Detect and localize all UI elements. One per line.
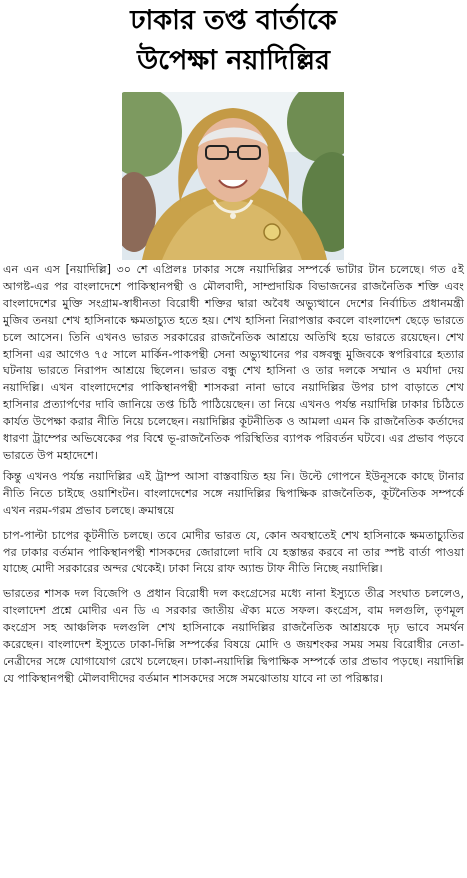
article-paragraph: চাপ-পাল্টা চাপের কূটনীতি চলছে। তবে মোদীর ভারত যে, কোন অবস্থাতেই শেখ হাসিনাকে ক্ষমতাচ্যুতির পর ঢাকার বর্তমান পাকিস্থানপন্থী শাসকদের জোরালো দাবি যে হস্তান্তর করবে না তার স্পষ্ট বার্তা পাওয়া যাচ্ছে মোদী সরকারের অন্দর থেকেই। ঢাকা নিয়ে রাফ অ্যান্ড টাফ নীতি নিচ্ছে নয়াদিল্লি। (3, 528, 464, 576)
article-paragraph: ভারতের শাসক দল বিজেপি ও প্রধান বিরোধী দল কংগ্রেসের মধ্যে নানা ইস্যুতে তীব্র সংঘাত চললেও, বাংলাদেশ প্রশ্নে মোদীর এন ডি এ সরকার জাতীয় ঐক্য মতে সফল। কংগ্রেস, বাম দলগুলি, তৃণমূল কংগ্রেস সহ আঞ্চলিক দলগুলি শেখ হাসিনাকে নয়াদিল্লির রাজনৈতিক আশ্রয়কে দৃঢ় ভাবে সমর্থন করেছেন। বাংলাদেশ ইস্যুতে ঢাকা-দিল্লি সম্পর্কের বিষয়ে মোদি ও জয়শংকর সময় সময় বিরোধীর নেতা-নেত্রীদের সঙ্গে যোগাযোগ রেখে চলেছেন। ঢাকা-নয়াদিল্লি দ্বিপাক্ষিক সম্পর্কে তার প্রভাব পড়ছে। নয়াদিল্লি যে পাকিস্থানপন্থী মৌলবাদীদের বর্তমান শাসকদের সঙ্গে সমঝোতায় যাবে না তা পরিষ্কার। (3, 587, 464, 685)
article-paragraph: কিন্তু এখনও পর্যন্ত নয়াদিল্লির এই ট্রাম্প আসা বাস্তবায়িত হয় নি। উল্টে গোপনে ইউনূসকে কাছে টানার নীতি নিতে চাইছে ওয়াশিংটন। বাংলাদেশের সঙ্গে নয়াদিল্লির দ্বিপাক্ষিক রাজনৈতিক, কূটনৈতিক সম্পর্কে এখন নরম-গরম প্রভাব চলছে। ক্রমান্বয়ে (3, 469, 464, 517)
article-paragraph: এন এন এস [নয়াদিল্লি] ৩০ শে এপ্রিলঃ ঢাকার সঙ্গে নয়াদিল্লির সম্পর্কে ভাটার টান চলেছে। গত ৫ই আগষ্ট-এর পর বাংলাদেশে পাকিস্থানপন্থী ও মৌলবাদী, সাম্প্রদায়িক বিভাজনের রাজনৈতিক শক্তি এবং বাংলাদেশের মুক্তি সংগ্রাম-স্বাধীনতা বিরোধী শক্তির দ্বারা অবৈধ অভ্যুত্থানে দেশের নির্বাচিত প্রধানমন্ত্রী মুজিব তনয়া শেখ হাসিনাকে ক্ষমতাচ্যুত হতে হয়। শেখ হাসিনা নিরাপত্তার কবলে বাংলাদেশ ছেড়ে ভারতে চলে আসেন। তিনি এখনও ভারত সরকারের রাজনৈতিক আশ্রয়ে অতিথি হয়ে ভারতে রয়েছেন। শেখ হাসিনা এর আগেও ৭৫ সালে মার্কিন-পাকপন্থী সেনা অভ্যুত্থানের পর বঙ্গবন্ধু মুজিবকে স্বপরিবারে হত্যার ঘটনায় ভারতে নিরাপদ আশ্রয়ে ছিলেন। ভারত বন্ধু শেখ হাসিনা ও তার দলকে সম্মান ও মর্যাদা দেয় নয়াদিল্লি। এখন বাংলাদেশের পাকিস্থানপন্থী শাসকরা নানা ভাবে নয়াদিল্লির উপর চাপ বাড়াতে শেখ হাসিনার প্রত্যার্পণের দাবি জানিয়ে তপ্ত চিঠি পাঠিয়েছেন। তা নিয়ে এখনও পর্যন্ত নয়াদিল্লি ঢাকার চিঠিতে কার্যত উপেক্ষা করার নীতি নিয়ে চলেছেন। নয়াদিল্লির কূটনীতিক ও আমলা এমন কি রাজনৈতিক কর্তাদের ধারণা ট্রাম্পের অভিষেকের পর বিশ্বে ভূ-রাজনৈতিক পরিস্থিতির ব্যাপক পরিবর্তন ঘটবে। এর প্রভাব পড়বে ভারতে উপ মহাদেশে। (3, 263, 464, 462)
headline-line-2: উপেক্ষা নয়াদিল্লির (137, 45, 330, 76)
portrait-photo (122, 92, 344, 260)
headline-line-1: ঢাকার তপ্ত বার্তাকে (130, 5, 337, 36)
portrait-illustration (122, 92, 344, 260)
article-body (3, 262, 464, 692)
